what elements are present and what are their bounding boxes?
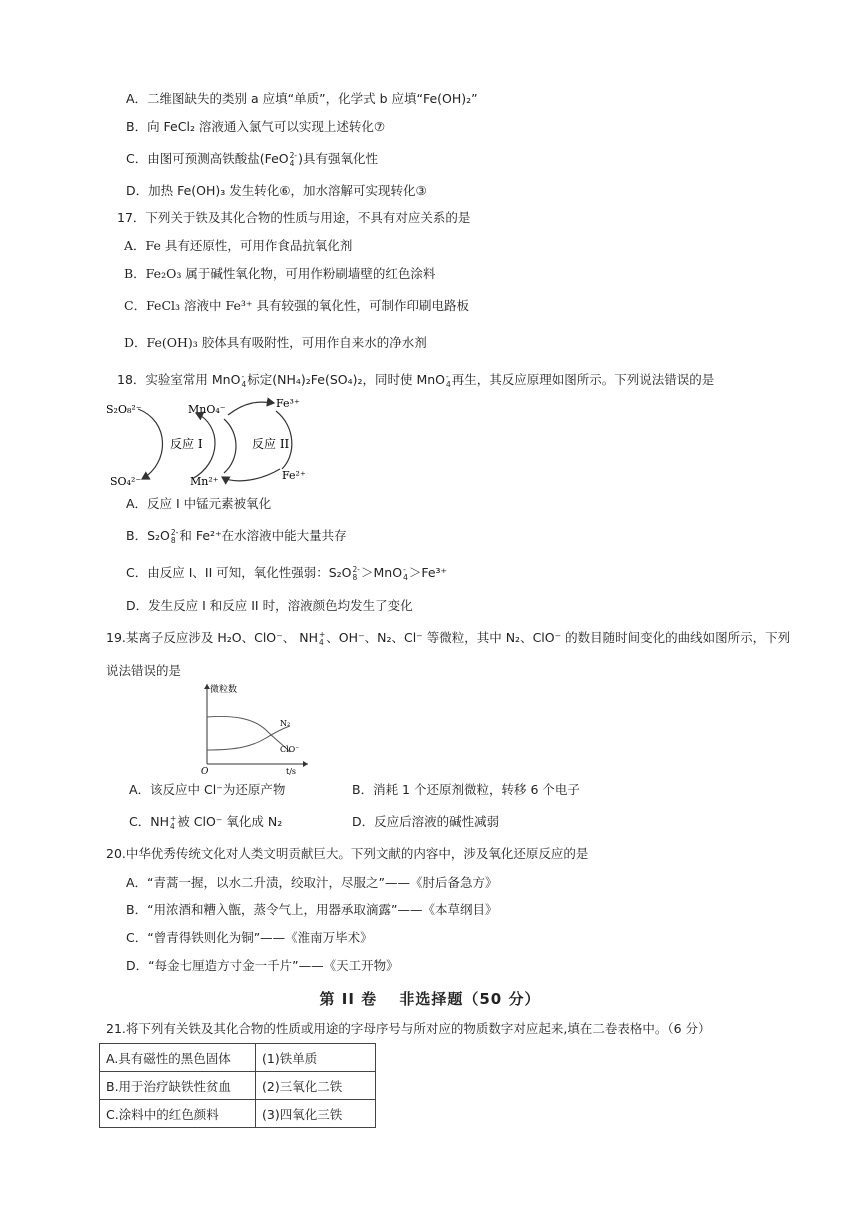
q18-option-b-text-2: 和 Fe²⁺在水溶液中能大量共存	[179, 528, 347, 543]
permanganate-sub-3: 4	[403, 572, 408, 582]
q16-option-c	[126, 150, 378, 168]
mno4-label: MnO₄⁻	[188, 403, 226, 416]
q20-option-b: B．“用浓酒和糟入甑，蒸令气上，用器承取滴露”——《本草纲目》	[126, 902, 498, 917]
table-cell-substance: (1)铁单质	[256, 1044, 376, 1072]
permanganate-charge-3	[403, 566, 408, 582]
q19-stem-line-1	[106, 629, 790, 647]
permanganate-charge-2	[446, 373, 451, 389]
clo-curve	[207, 716, 290, 752]
cycle-1-arrow	[138, 409, 163, 479]
q18-stem	[117, 371, 714, 389]
q17-option-c: C．FeCl₃ 溶液中 Fe³⁺ 具有较强的氧化性，可制作印刷电路板	[124, 298, 469, 313]
ammonium-sub-2: 4	[169, 821, 175, 831]
ferrate-sup: 2-	[289, 150, 298, 160]
section-2-heading: 第 II 卷 非选择题（50 分）	[319, 990, 541, 1008]
q16-option-c-text-2: )具有强氧化性	[298, 151, 379, 166]
q18-option-c	[126, 564, 447, 582]
table-cell-property: C.涂料中的红色颜料	[100, 1100, 256, 1128]
permanganate-sup-2: -	[446, 371, 449, 381]
cycle-2-arrow	[228, 402, 274, 415]
table-cell-substance: (2)三氧化二铁	[256, 1072, 376, 1100]
q18-stem-3: 再生，其反应原理如图所示。下列说法错误的是	[451, 372, 715, 387]
persulfate-sup: 2-	[170, 527, 179, 537]
q16-option-a: A．二维图缺失的类别 a 应填“单质”，化学式 b 应填“Fe(OH)₂”	[126, 91, 478, 106]
q18-option-c-text-2: ＞MnO	[361, 565, 403, 580]
q19-stem-1: 19.某离子反应涉及 H₂O、ClO⁻、 NH	[106, 630, 318, 645]
q18-option-c-text-1: C．由反应 I、II 可知，氧化性强弱：S₂O	[126, 565, 352, 580]
q18-stem-1: 18．实验室常用 MnO	[117, 372, 241, 387]
q17-option-d: D．Fe(OH)₃ 胶体具有吸附性，可用作自来水的净水剂	[124, 335, 427, 350]
q16-option-d: D．加热 Fe(OH)₃ 发生转化⑥，加水溶解可实现转化③	[126, 183, 427, 198]
particle-count-graph	[198, 680, 318, 778]
ammonium-sub: 4	[318, 637, 324, 647]
persulfate-charge	[171, 529, 178, 545]
q20-option-d: D．“每金七厘造方寸金一千片”——《天工开物》	[126, 958, 399, 973]
q18-stem-2: 标定(NH₄)₂Fe(SO₄)₂，同时使 MnO	[247, 372, 446, 387]
table-row	[100, 1044, 376, 1072]
s2o8-label: S₂O₈²⁻	[106, 403, 142, 416]
table-cell-property: B.用于治疗缺铁性贫血	[100, 1072, 256, 1100]
reaction-cycle-diagram	[100, 393, 320, 493]
q17-option-b: B．Fe₂O₃ 属于碱性氧化物，可用作粉刷墙壁的红色涂料	[124, 266, 436, 281]
reaction-2-label: 反应 II	[252, 437, 290, 451]
table-cell-property: A.具有磁性的黑色固体	[100, 1044, 256, 1072]
table-cell-substance: (3)四氧化三铁	[256, 1100, 376, 1128]
ferrate-charge	[290, 152, 297, 168]
q17-stem: 17．下列关于铁及其化合物的性质与用途，不具有对应关系的是	[117, 210, 471, 225]
q18-option-d: D．发生反应 I 和反应 II 时，溶液颜色均发生了变化	[126, 598, 413, 613]
q19-option-b: B．消耗 1 个还原剂微粒，转移 6 个电子	[352, 782, 580, 797]
fe2-label: Fe²⁺	[282, 469, 306, 482]
q19-option-a: A．该反应中 Cl⁻为还原产物	[129, 782, 286, 797]
q18-option-b-text-1: B．S₂O	[126, 528, 170, 543]
ammonium-charge	[319, 631, 325, 647]
cycle-2-left-arc	[224, 419, 236, 473]
ammonium-charge-2	[170, 815, 176, 831]
q18-option-c-text-3: ＞Fe³⁺	[408, 565, 448, 580]
q20-option-c: C．“曾青得铁则化为铜”——《淮南万毕术》	[126, 930, 373, 945]
persulfate-charge-2	[353, 566, 360, 582]
persulfate-sub: 8	[170, 535, 176, 545]
q18-option-b	[126, 527, 347, 545]
n2-curve	[207, 726, 290, 750]
q19-option-c-text-1: C．NH	[129, 814, 169, 829]
q19-stem-2: 、OH⁻、N₂、Cl⁻ 等微粒，其中 N₂、ClO⁻ 的数目随时间变化的曲线如图所示，下列	[326, 630, 791, 645]
permanganate-sub: 4	[241, 379, 247, 389]
q19-option-d: D．反应后溶液的碱性减弱	[352, 814, 500, 829]
x-axis-label: t/s	[286, 767, 297, 776]
q20-option-a: A．“青蒿一握，以水二升渍，绞取汁，尽服之”——《肘后备急方》	[126, 875, 498, 890]
q21-stem: 21.将下列有关铁及其化合物的性质或用途的字母序号与所对应的物质数字对应起来,填在二卷表格中。（6 分）	[106, 1021, 711, 1036]
ferrate-sub: 4	[289, 158, 295, 168]
permanganate-charge	[241, 373, 246, 389]
cycle-2-return-arrow	[222, 469, 280, 481]
mn2-label: Mn²⁺	[190, 475, 219, 488]
q16-option-c-text-1: C．由图可预测高铁酸盐(FeO	[126, 151, 289, 166]
clo-label: ClO⁻	[280, 745, 300, 754]
q21-match-table	[99, 1043, 376, 1128]
origin-label: O	[201, 767, 209, 777]
n2-label: N₂	[280, 719, 291, 728]
fe3-label: Fe³⁺	[276, 397, 300, 410]
q19-option-c-text-2: 被 ClO⁻ 氧化成 N₂	[177, 814, 283, 829]
q18-option-a: A．反应 I 中锰元素被氧化	[126, 496, 272, 511]
q16-option-b: B．向 FeCl₂ 溶液通入氯气可以实现上述转化⑦	[126, 119, 386, 134]
persulfate-sub-2: 8	[352, 572, 358, 582]
ammonium-sup-2: +	[169, 813, 177, 823]
table-row	[100, 1072, 376, 1100]
table-row	[100, 1100, 376, 1128]
q17-option-a: A．Fe 具有还原性，可用作食品抗氧化剂	[124, 238, 353, 253]
y-axis-label: 微粒数	[210, 685, 238, 695]
q19-stem-line-2: 说法错误的是	[106, 663, 182, 678]
ammonium-sup: +	[318, 629, 326, 639]
q19-option-c	[129, 813, 282, 831]
reaction-1-label: 反应 I	[170, 437, 203, 451]
permanganate-sup-3: -	[403, 564, 406, 574]
persulfate-sup-2: 2-	[352, 564, 361, 574]
q20-stem: 20.中华优秀传统文化对人类文明贡献巨大。下列文献的内容中，涉及氧化还原反应的是	[106, 846, 589, 861]
permanganate-sup: -	[241, 371, 245, 381]
permanganate-sub-2: 4	[446, 379, 451, 389]
so4-label: SO₄²⁻	[110, 475, 142, 488]
